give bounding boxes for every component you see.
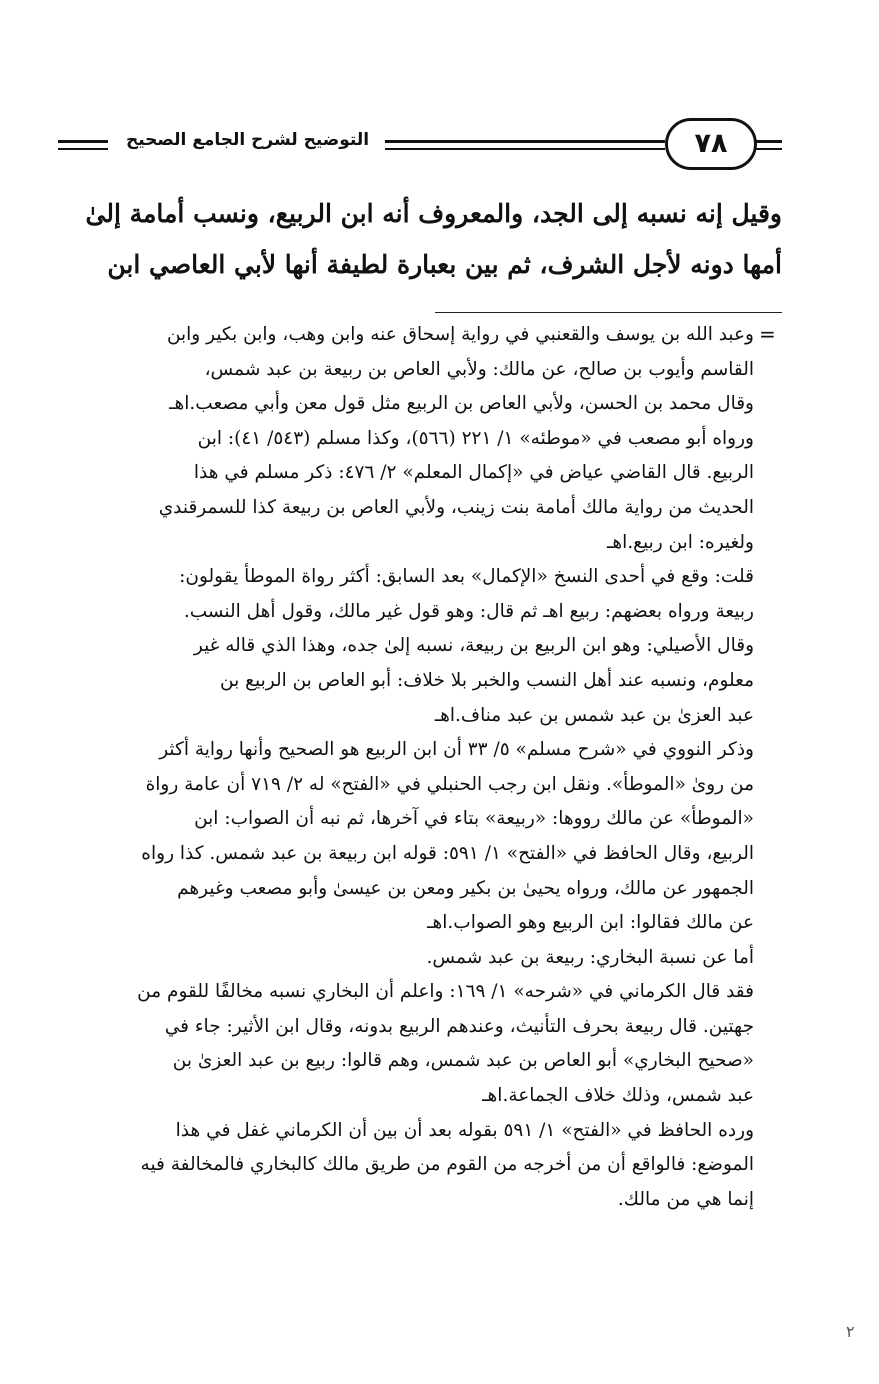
- header-rule-left: [58, 140, 108, 143]
- footnote-separator: [435, 312, 782, 313]
- footnote-line: قلت: وقع في أحدى النسخ «الإكمال» بعد السابق: أكثر رواة الموطأ يقولون:: [179, 566, 754, 588]
- footnote-line: ولغيره: ابن ربيع.اهـ: [606, 531, 754, 553]
- footnotes: [38, 318, 754, 1217]
- header-rule-middle: [385, 140, 665, 143]
- page-header: [0, 118, 879, 174]
- footnote-line: معلوم، ونسبه عند أهل النسب والخبر بلا خلاف: أبو العاص بن الربيع بن: [220, 669, 754, 691]
- header-rule-right: [754, 140, 782, 143]
- main-text-line: وقيل إنه نسبه إلى الجد، والمعروف أنه ابن الربيع، ونسب أمامة إلىٰ: [85, 199, 782, 228]
- footnote-line: الربيع. قال القاضي عياض في «إكمال المعلم» ٢/ ٤٧٦: ذكر مسلم في هذا: [193, 462, 754, 484]
- footnote-line: «الموطأ» عن مالك رووها: «ربيعة» بتاء في آخرها، ثم نبه أن الصواب: ابن: [194, 808, 754, 830]
- footnote-line: وقال الأصيلي: وهو ابن الربيع بن ربيعة، نسبه إلىٰ جده، وهذا الذي قاله غير: [193, 635, 754, 657]
- running-title: التوضيح لشرح الجامع الصحيح: [125, 130, 370, 150]
- footnote-line: أما عن نسبة البخاري: ربيعة بن عبد شمس.: [426, 946, 754, 968]
- footnote-line: الموضع: فالواقع أن من أخرجه من القوم من طريق مالك كالبخاري فالمخالفة فيه: [140, 1154, 754, 1176]
- footnote-line: ورواه أبو مصعب في «موطئه» ١/ ٢٢١ (٥٦٦)، وكذا مسلم (٥٤٣/ ٤١): ابن: [197, 427, 754, 449]
- footnote-line: ربيعة ورواه بعضهم: ربيع اهـ ثم قال: وهو قول غير مالك، وقول أهل النسب.: [183, 600, 754, 622]
- footnote-line: عبد شمس، وذلك خلاف الجماعة.اهـ: [482, 1085, 754, 1107]
- footnote-line: وذكر النووي في «شرح مسلم» ٥/ ٣٣ أن ابن الربيع هو الصحيح وأنها رواية أكثر: [159, 739, 754, 761]
- footnote-line: من رویٰ «الموطأ». ونقل ابن رجب الحنبلي في «الفتح» له ٢/ ٧١٩ أن عامة رواة: [145, 773, 754, 795]
- footnote-line: إنما هي من مالك.: [617, 1188, 754, 1210]
- main-text: [50, 188, 782, 290]
- footnote-line: الجمهور عن مالك، ورواه يحيىٰ بن بكير ومعن بن عيسىٰ وأبو مصعب وغيرهم: [177, 877, 754, 899]
- footnote-continuation-marker: =: [759, 322, 776, 346]
- footnote-line: الربيع، وقال الحافظ في «الفتح» ١/ ٥٩١: قوله ابن ربيعة بن عبد شمس. كذا رواه: [141, 842, 754, 864]
- footnote-line: الحديث من رواية مالك أمامة بنت زينب، ولأبي العاص بن ربيعة كذا للسمرقندي: [158, 496, 754, 518]
- footnote-line: جهتين. قال ربيعة بحرف التأنيث، وعندهم الربيع بدونه، وقال ابن الأثير: جاء في: [164, 1015, 754, 1037]
- footnote-line: ورده الحافظ في «الفتح» ١/ ٥٩١ بقوله بعد أن بين أن الكرماني غفل في هذا: [175, 1119, 754, 1141]
- footnote-line: عبد العزىٰ بن عبد شمس بن عبد مناف.اهـ: [434, 704, 754, 726]
- page-number: ٧٨: [665, 118, 757, 170]
- footnote-line: القاسم وأيوب بن صالح، عن مالك: ولأبي العاص بن ربيعة بن عبد شمس،: [204, 358, 754, 380]
- corner-mark: ٢: [846, 1322, 855, 1341]
- footnote-line: عن مالك فقالوا: ابن الربيع وهو الصواب.اهـ: [427, 912, 754, 934]
- footnote-line: وعبد الله بن يوسف والقعنبي في رواية إسحاق عنه وابن وهب، وابن بكير وابن: [166, 324, 754, 345]
- footnote-line: فقد قال الكرماني في «شرحه» ١/ ١٦٩: واعلم أن البخاري نسبه مخالفًا للقوم من: [137, 981, 754, 1003]
- footnote-line: وقال محمد بن الحسن، ولأبي العاص بن الربيع مثل قول معن وأبي مصعب.اهـ: [169, 393, 754, 415]
- header-rule-middle-2: [385, 148, 665, 150]
- header-rule-right-2: [754, 148, 782, 150]
- main-text-line: أمها دونه لأجل الشرف، ثم بين بعبارة لطيفة أنها لأبي العاصي ابن: [107, 250, 782, 279]
- footnote-line: «صحيح البخاري» أبو العاص بن عبد شمس، وهم قالوا: ربيع بن عبد العزىٰ بن: [172, 1050, 754, 1072]
- header-rule-left-2: [58, 148, 108, 150]
